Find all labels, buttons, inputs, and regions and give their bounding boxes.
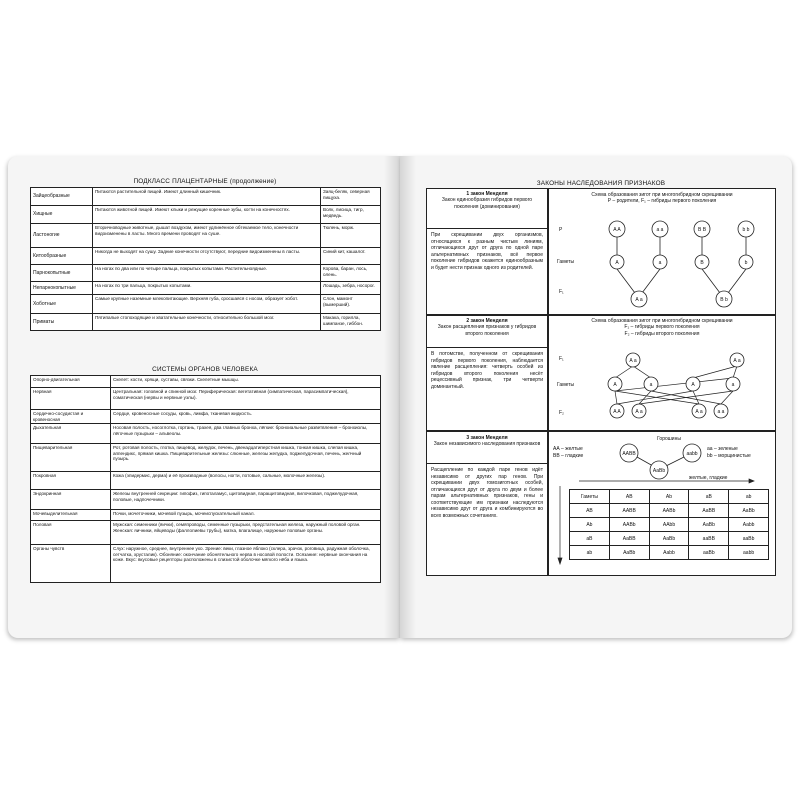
order-name-cell: Зайцеобразные <box>31 188 93 206</box>
law1-p1-text: A A <box>613 227 621 233</box>
order-description-cell: Вторичноводные животные, дышат воздухом, имеют удлинённое обтекаемое тело, конечности видоизменены в ласты. Много времени проводят на суше. <box>93 224 321 248</box>
law3-parent1-text: AABB <box>622 451 636 457</box>
punnett-genotype-cell: AaBb <box>649 532 689 546</box>
law3-subheading: Закон независимого наследования признаков <box>433 441 541 448</box>
order-name-cell: Непарнокопытные <box>31 282 93 295</box>
law1-scheme-title: Схема образования зигот при многогибридном скрещивании <box>591 192 733 198</box>
law1-header <box>427 189 547 229</box>
punnett-genotype-cell: AaBb <box>609 546 649 560</box>
law1-fb-text: B b <box>720 297 728 303</box>
law1-p1b-text: B B <box>697 227 707 233</box>
punnett-gamete-header: ab <box>729 490 769 504</box>
law1-label-f1: F₁ <box>559 289 564 295</box>
order-examples-cell: Макака, горилла, шимпанзе, гиббон. <box>321 314 381 331</box>
order-name-cell: Хоботные <box>31 295 93 314</box>
punnett-genotype-cell: AABb <box>649 504 689 518</box>
system-name-cell: Половая <box>31 521 111 545</box>
law2-heading: 2 закон Менделя <box>466 318 508 324</box>
spine-shadow <box>384 156 416 638</box>
law3-legend-right1: аа – зеленые <box>707 446 738 452</box>
punnett-genotype-cell: AABb <box>609 518 649 532</box>
organ-system-row <box>31 510 381 521</box>
punnett-corner-cell: Гаметы <box>570 490 610 504</box>
law2-label-f2: F₂ <box>559 410 564 416</box>
organ-systems-table <box>30 375 381 583</box>
punnett-genotype-cell: AaBb <box>689 518 729 532</box>
law1-label-gametes: Гаметы <box>557 259 575 265</box>
law2-f2-3-text: A a <box>695 409 703 415</box>
law2-scheme-sub1: F₁ – гибриды первого поколения <box>624 324 700 331</box>
system-name-cell: Сердечно-сосудистая и кровеносная <box>31 410 111 424</box>
organ-system-row <box>31 490 381 510</box>
law2-label-gametes: Гаметы <box>557 382 575 388</box>
punnett-row <box>570 504 769 518</box>
law3-legend-left2: ВВ – гладкие <box>553 453 584 459</box>
system-organs-cell: Рот, ротовая полость, глотка, пищевод, желудок, печень, двенадцатиперстная кишка, тонкая кишка, слепая кишка, аппендикс, прямая кишка. Пищеварительные железы: слюнные, железы желудка, поджелудочная, печень, желчный пузырь. <box>111 444 381 472</box>
placental-row <box>31 224 381 248</box>
law2-gamete-1-text: A <box>613 382 617 388</box>
system-organs-cell: Слух: наружное, среднее, внутреннее ухо. Зрение: веки, глазное яблоко (склера, зрачок, роговица, радужная оболочка, сетчатка, хрусталик). Обоняние: окончание обонятельного нерва в носовой полости. Осязание: нервные окончания на коже. Вкус: вкусовые рецепторы расположены в слизистой оболочке мягкого нёба и языка. <box>111 545 381 583</box>
order-description-cell: Никогда не выходят на сушу. Задние конечности отсутствуют, передние видоизменены в ласты. <box>93 248 321 265</box>
law3-down-arrow <box>555 486 565 566</box>
system-name-cell: Органы чувств <box>31 545 111 583</box>
law2-gamete-3-text: A <box>691 382 695 388</box>
order-description-cell: Пятипалые стопоходящие и хватательные конечности, относительно большой мозг. <box>93 314 321 331</box>
law2-scheme-box <box>548 315 776 431</box>
order-description-cell: На ногах по три пальца, покрытых копытами. <box>93 282 321 295</box>
system-name-cell: Покровная <box>31 472 111 490</box>
law3-scheme-box <box>548 431 776 576</box>
punnett-genotype-cell: AaBB <box>609 532 649 546</box>
law1-box <box>426 188 548 315</box>
organ-system-row <box>31 424 381 444</box>
punnett-gamete-row-header: AB <box>570 504 610 518</box>
placental-row <box>31 282 381 295</box>
system-name-cell: Мочевыделительная <box>31 510 111 521</box>
order-description-cell: Самые крупные наземные млекопитающие. Верхняя губа, сросшаяся с носом, образует хобот. <box>93 295 321 314</box>
law3-header <box>427 432 547 464</box>
law1-heading: 1 закон Менделя <box>466 191 508 197</box>
law1-p2b-text: b b <box>742 227 750 233</box>
organ-system-row <box>31 388 381 410</box>
placental-row <box>31 206 381 224</box>
punnett-row <box>570 532 769 546</box>
system-name-cell: Пищеварительная <box>31 444 111 472</box>
organ-system-row <box>31 545 381 583</box>
punnett-row <box>570 518 769 532</box>
system-name-cell: Дыхательная <box>31 424 111 444</box>
law3-arrow-label: желтые, гладкие <box>689 475 728 481</box>
punnett-genotype-cell: AAbb <box>649 518 689 532</box>
punnett-genotype-cell: AABB <box>609 504 649 518</box>
order-description-cell: Питаются животной пищей. Имеют клыки и режущие коренные зубы, когти на конечностях. <box>93 206 321 224</box>
placental-row <box>31 248 381 265</box>
system-organs-cell: Мужская: семенники (яички), семяпроводы, семенные пузырьки, предстательная железа, наружный половой орган. Женская: яичники, яйцеводы (фаллопиевы трубы), матка, влагалище, наружные половые органы. <box>111 521 381 545</box>
law1-diagram <box>549 189 777 316</box>
law3-heading: 3 закон Менделя <box>466 435 508 441</box>
law1-g2b-text: b <box>744 260 748 266</box>
notebook-spread <box>8 156 792 638</box>
law2-diagram <box>549 316 777 432</box>
order-examples-cell: Заяц-беляк, северная пищуха. <box>321 188 381 206</box>
organ-system-row <box>31 410 381 424</box>
system-organs-cell: Кожа (эпидермис, дерма) и её производные (волосы, ногти, потовые, сальные, молочные железы). <box>111 472 381 490</box>
law1-text: При скрещивании двух организмов, относящихся к разным чистым линиям, отличающихся друг от друга по одной паре альтернативных признаков, всё первое поколение гибридов окажется единообразным и будет нести признак одного из родителей. <box>431 232 543 271</box>
law2-gamete-2-text: a <box>649 382 653 388</box>
order-name-cell: Китообразные <box>31 248 93 265</box>
punnett-genotype-cell: Aabb <box>729 518 769 532</box>
system-organs-cell: Скелет: кости, хрящи, суставы, связки. Скелетные мышцы. <box>111 376 381 388</box>
law1-g1-text: A <box>615 260 619 266</box>
system-organs-cell: Почки, мочеточники, мочевой пузырь, мочеиспускательный канал. <box>111 510 381 521</box>
punnett-gamete-header: aB <box>689 490 729 504</box>
organ-system-row <box>31 521 381 545</box>
law1-label-p: P <box>559 227 563 233</box>
system-organs-cell: Носовая полость, носоглотка, гортань, трахея, два главных бронха, лёгкие: бронхиальные разветвления – бронхиолы, лёгочные пузырьки – альвеолы. <box>111 424 381 444</box>
law1-f-text: A a <box>635 297 643 303</box>
placental-row <box>31 265 381 282</box>
organ-system-row <box>31 444 381 472</box>
punnett-genotype-cell: aabb <box>729 546 769 560</box>
law3-legend-right2: bb – морщинистые <box>707 453 751 459</box>
placental-row <box>31 295 381 314</box>
law2-f1-right-text: A a <box>733 358 741 364</box>
order-description-cell: Питаются растительной пищей. Имеют длинный кишечник. <box>93 188 321 206</box>
law2-f2-4-text: a a <box>717 409 725 415</box>
law1-scheme-subtitle: P – родители, F₁ – гибриды первого поколения <box>607 198 717 205</box>
order-examples-cell: Корова, баран, лось, олень. <box>321 265 381 282</box>
punnett-genotype-cell: aaBB <box>689 532 729 546</box>
order-examples-cell: Тюлень, морж. <box>321 224 381 248</box>
law3-box <box>426 431 548 576</box>
law1-p2-text: a a <box>656 227 664 233</box>
law3-peas-title: Горошины <box>657 436 681 442</box>
punnett-genotype-cell: Aabb <box>649 546 689 560</box>
order-description-cell: На ногах по два или по четыре пальца, покрытых копытами. Растительноядные. <box>93 265 321 282</box>
law1-subheading: Закон единообразия гибридов первого поколения (доминирования) <box>441 197 533 210</box>
system-organs-cell: Железы внутренней секреции: гипофиз, гипоталамус, щитовидная, паращитовидная, вилочковая, поджелудочная, половые, надпочечники. <box>111 490 381 510</box>
law3-peas-diagram <box>549 432 777 492</box>
law2-gamete-4-text: a <box>731 382 735 388</box>
order-name-cell: Приматы <box>31 314 93 331</box>
system-organs-cell: Центральная: головной и спинной мозг. Периферическая: вегетативная (симпатическая, парасимпатическая), соматическая (нервы и нервные узлы). <box>111 388 381 410</box>
law2-f2-1-text: A A <box>613 409 621 415</box>
heredity-laws-title: ЗАКОНЫ НАСЛЕДОВАНИЯ ПРИЗНАКОВ <box>536 180 666 187</box>
punnett-row <box>570 546 769 560</box>
punnett-square <box>569 489 769 560</box>
law2-subheading: Закон расщепления признаков у гибридов второго поколения <box>437 324 537 337</box>
system-organs-cell: Сердце, кровеносные сосуды, кровь, лимфа, тканевая жидкость. <box>111 410 381 424</box>
law2-f1-left-text: A a <box>629 358 637 364</box>
order-examples-cell: Синий кит, кашалот. <box>321 248 381 265</box>
law2-box <box>426 315 548 431</box>
punnett-header-row <box>570 490 769 504</box>
placental-table-title: ПОДКЛАСС ПЛАЦЕНТАРНЫЕ (продолжение) <box>133 178 277 185</box>
system-name-cell: Нервная <box>31 388 111 410</box>
law2-text: В потомстве, полученном от скрещивания гибридов первого поколения, наблюдается явление расщепления: четверть особей из гибридов второго поколения несёт рецессивный признак, три четверти доминантный. <box>431 351 543 390</box>
law2-scheme-sub2: F₂ – гибриды второго поколения <box>624 330 700 337</box>
order-examples-cell: Волк, лисица, тигр, медведь. <box>321 206 381 224</box>
law2-scheme-title: Схема образования зигот при многогибридном скрещивании <box>591 318 733 324</box>
placental-row <box>31 188 381 206</box>
punnett-gamete-row-header: Ab <box>570 518 610 532</box>
punnett-genotype-cell: aaBb <box>689 546 729 560</box>
law1-g1b-text: B <box>700 260 704 266</box>
law3-hybrid-text: AaBb <box>652 468 666 474</box>
organ-system-row <box>31 376 381 388</box>
organ-system-row <box>31 472 381 490</box>
order-name-cell: Парнокопытные <box>31 265 93 282</box>
law1-scheme-box <box>548 188 776 315</box>
punnett-gamete-row-header: ab <box>570 546 610 560</box>
law1-g2-text: a <box>658 260 662 266</box>
law3-text: Расщепление по каждой паре генов идёт независимо от других пар генов. При скрещивании двух гомозиготных особей, отличающихся друг от друга по двум и более парам альтернативных признаков, гены и соответствующие им признаки наследуются независимо друг от друга и комбинируются во всех возможных сочетаниях. <box>431 467 543 519</box>
punnett-gamete-header: AB <box>609 490 649 504</box>
system-name-cell: Эндокринная <box>31 490 111 510</box>
punnett-genotype-cell: aaBb <box>729 532 769 546</box>
law2-header <box>427 316 547 348</box>
punnett-gamete-row-header: aB <box>570 532 610 546</box>
placental-row <box>31 314 381 331</box>
order-examples-cell: Лошадь, зебра, носорог. <box>321 282 381 295</box>
punnett-genotype-cell: AaBb <box>729 504 769 518</box>
placental-table <box>30 187 381 331</box>
punnett-genotype-cell: AaBB <box>689 504 729 518</box>
system-name-cell: Опорно-двигательная <box>31 376 111 388</box>
order-name-cell: Ластоногие <box>31 224 93 248</box>
punnett-gamete-header: Ab <box>649 490 689 504</box>
order-examples-cell: Слон, мамонт (вымерший). <box>321 295 381 314</box>
organ-systems-table-title: СИСТЕМЫ ОРГАНОВ ЧЕЛОВЕКА <box>152 366 258 373</box>
law3-legend-left1: АА – желтые <box>553 446 583 452</box>
law2-f2-2-text: A a <box>635 409 643 415</box>
order-name-cell: Хищные <box>31 206 93 224</box>
law2-label-f1: F₁ <box>559 356 564 362</box>
law3-parent2-text: aabb <box>686 451 698 457</box>
